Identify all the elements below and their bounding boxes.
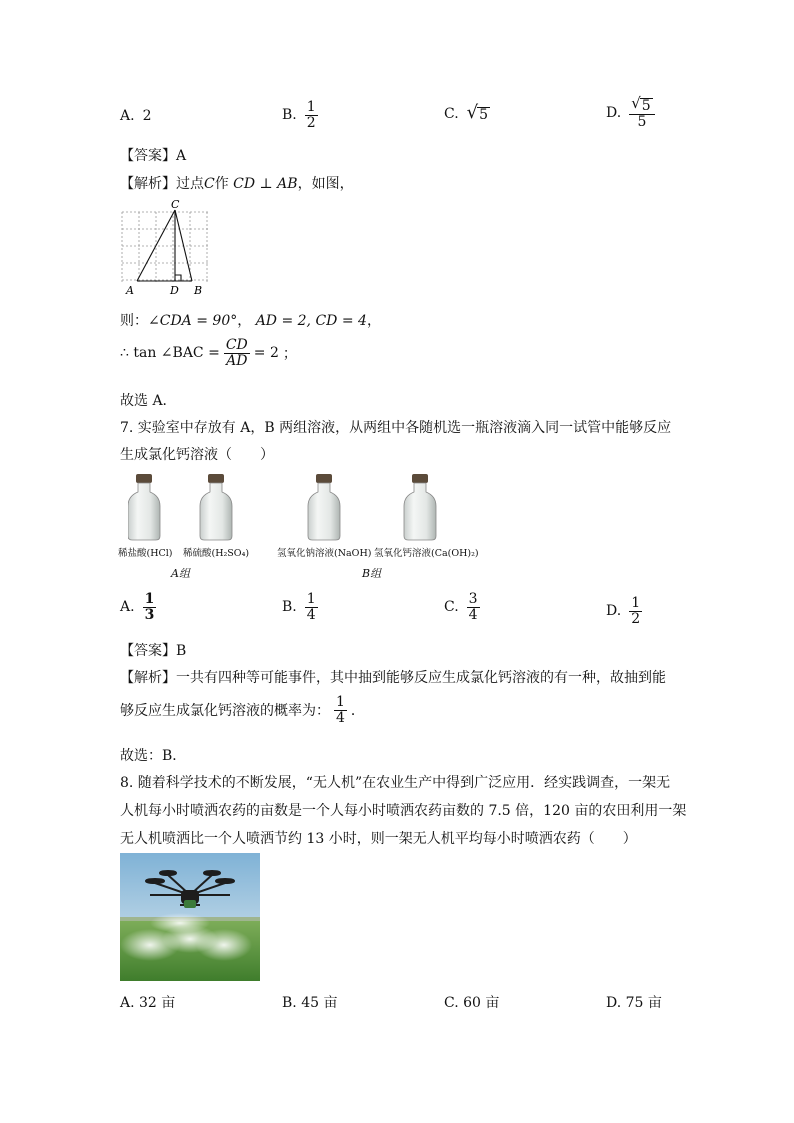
math-expr: ∠CDA = 90° [148,313,238,329]
text: 【解析】过点 [120,176,204,192]
denominator: 2 [306,114,316,131]
bottle-naoh-icon [308,474,340,540]
q6-choose: 故选 A． [120,393,177,409]
numerator: CD [225,337,248,353]
q7-analysis-line2 [120,695,365,725]
q6-option-b [282,100,318,130]
text: = 2 [253,345,279,362]
option-letter: A. [120,599,135,616]
denominator: 4 [468,606,478,623]
numerator: 1 [631,595,641,611]
q7-analysis-line1: 【解析】一共有四种等可能事件，其中抽到能够反应生成氯化钙溶液的有一种，故抽到能 [120,670,666,686]
fraction [143,592,157,622]
text: 则： [120,313,148,329]
option-letter: A. [120,108,135,124]
fraction [629,596,642,626]
q7-option-b [282,592,318,622]
numerator: 3 [468,591,478,607]
text: ． [350,703,365,720]
denominator: 3 [144,606,155,623]
option-value: 2 [142,108,152,124]
q8-text-line2: 人机每小时喷洒农药的亩数是一个人每小时喷洒农药亩数的 7.5 倍，120 亩的农田利用一架 [120,803,687,819]
fraction [629,96,654,130]
denominator: 4 [306,606,316,623]
option-letter: D. [606,105,622,122]
denominator: 4 [336,709,345,726]
text: 够反应生成氯化钙溶液的概率为： [120,703,330,720]
radicand: 5 [479,107,489,123]
q7-text-line1: 7. 实验室中存放有 A，B 两组溶液，从两组中各随机选一瓶溶液滴入同一试管中能够反应 [120,420,672,436]
bottle-caoh2-icon [404,474,436,540]
label-b: B [194,284,203,297]
q6-option-a [120,108,151,124]
numerator: 1 [306,591,316,607]
bottle-label-naoh: 氢氧化钠溶液(NaOH) [277,548,372,559]
numerator: 1 [144,591,155,607]
q7-option-d [606,596,642,626]
radical-sign: √ [466,102,479,123]
triangle-grid-figure [116,198,216,300]
q7-option-c [444,592,480,622]
q6-then [120,310,381,330]
bottle-label-caoh2: 氢氧化钙溶液(Ca(OH)₂) [374,548,479,559]
q7-text-line2: 生成氯化钙溶液（ ） [120,447,274,463]
option-letter: B. [282,107,297,124]
radicand: 5 [641,98,651,114]
q8-option-a: A. 32 亩 [120,995,176,1011]
option-letter: C. [444,599,459,616]
bottle-label-hcl: 稀盐酸(HCl) [118,548,173,559]
drone-photo [120,853,260,981]
q6-option-c [444,104,490,123]
label-d: D [170,284,179,297]
q8-option-d: D. 75 亩 [606,995,662,1011]
option-letter: D. [606,603,622,620]
q7-option-a [120,592,156,622]
text: C [204,176,215,192]
sqrt [631,96,652,114]
q6-option-d [606,96,655,130]
sqrt [467,104,490,123]
fraction [467,592,480,622]
denominator: AD [226,352,248,369]
numerator: 1 [306,99,316,115]
bottle-label-h2so4: 稀硫酸(H₂SO₄) [183,548,250,559]
q6-answer: 【答案】A [120,148,187,164]
text: ，如图， [297,176,354,192]
q7-choose: 故选：B． [120,748,187,764]
radical-sign: √ [631,94,641,112]
fraction [305,592,318,622]
label-c: C [171,198,180,211]
denominator: 2 [631,610,641,627]
text: ， [366,313,381,329]
q8-option-b: B. 45 亩 [282,995,338,1011]
bottle-h2so4-icon [200,474,232,540]
text: ， [237,313,252,329]
fraction [305,100,318,130]
option-letter: C. [444,105,459,122]
text: 作 [214,176,229,192]
math-expr: AD = 2, CD = 4 [255,313,367,329]
text: ； [282,346,297,363]
bottles-figure [128,474,458,542]
q8-option-c: C. 60 亩 [444,995,500,1011]
q7-answer: 【答案】B [120,643,187,659]
numerator: 1 [336,694,345,710]
group-b-label: B组 [362,567,382,580]
q6-analysis [120,173,354,193]
text: ∴ tan ∠BAC = [120,345,220,362]
q8-text-line3: 无人机喷洒比一个人喷洒节约 13 小时，则一架无人机平均每小时喷洒农药（ ） [120,831,637,847]
label-a: A [126,284,134,297]
math-expr: CD ⊥ AB [233,176,298,192]
fraction [334,695,347,725]
fraction [224,338,250,368]
group-a-label: A组 [171,567,190,580]
q6-therefore [120,338,297,368]
denominator: 5 [637,114,647,131]
option-letter: B. [282,599,297,616]
bottle-hcl-icon [128,474,160,540]
numerator [629,96,654,115]
q8-text-line1: 8. 随着科学技术的不断发展，“无人机”在农业生产中得到广泛应用．经实践调查，一架无 [120,775,671,791]
